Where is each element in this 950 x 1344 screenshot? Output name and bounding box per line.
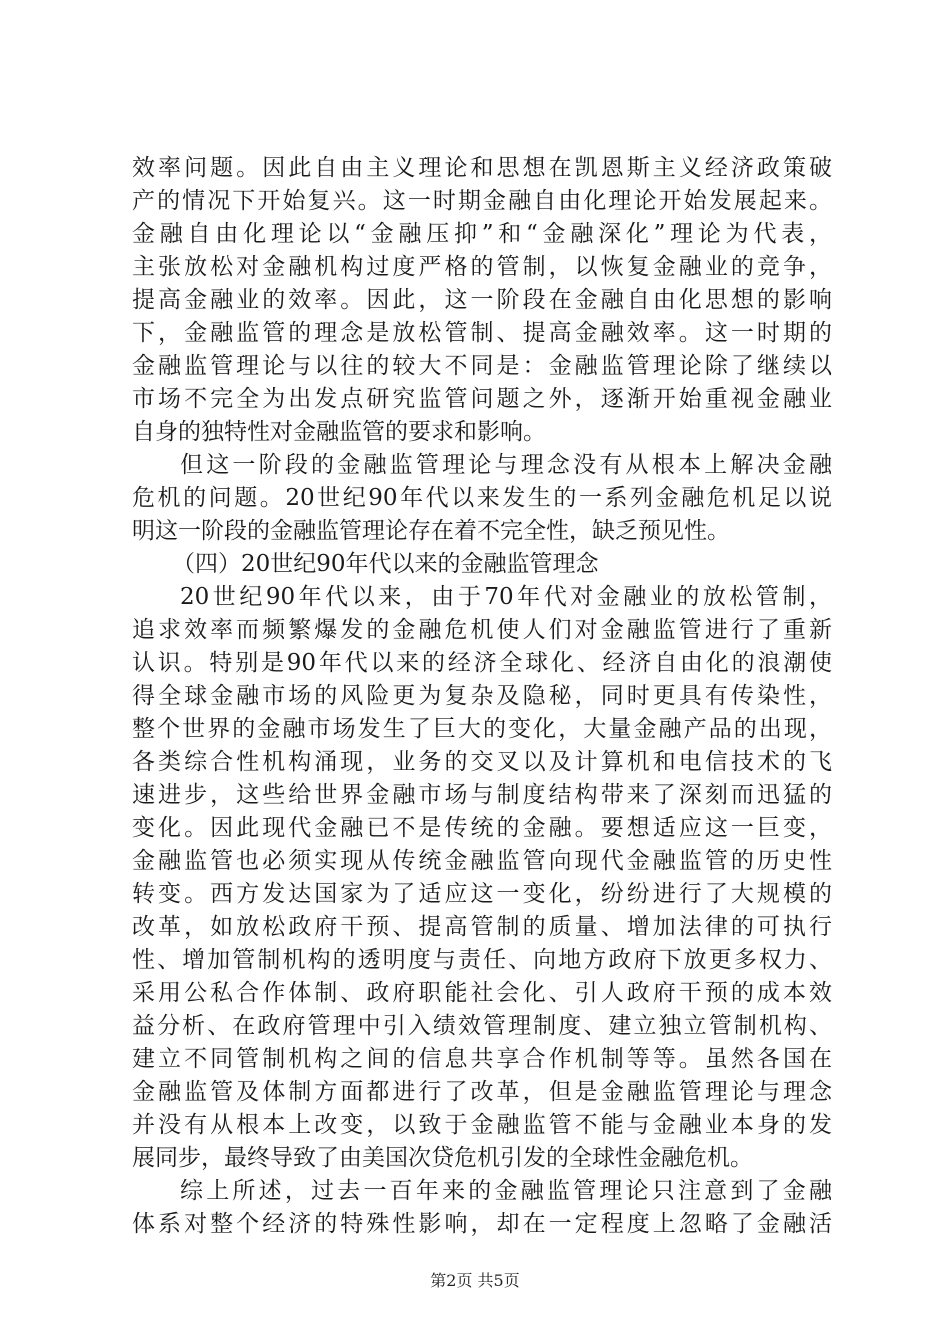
text-line: 得全球金融市场的风险更为复杂及隐秘，同时更具有传染性， [132,683,832,709]
text-line: 市场不完全为出发点研究监管问题之外，逐渐开始重视金融业 [132,386,832,412]
text-line: 20世纪90年代以来，由于70年代对金融业的放松管制， [180,584,832,610]
text-line: 并没有从根本上改变，以致于金融监管不能与金融业本身的发 [132,1112,832,1138]
text-line: 提高金融业的效率。因此，这一阶段在金融自由化思想的影响 [132,287,832,313]
text-line: 金融监管也必须实现从传统金融监管向现代金融监管的历史性 [132,848,832,874]
text-line: 效率问题。因此自由主义理论和思想在凯恩斯主义经济政策破 [132,155,832,181]
text-line: 性、增加管制机构的透明度与责任、向地方政府下放更多权力、 [132,947,832,973]
text-line: 速进步，这些给世界金融市场与制度结构带来了深刻而迅猛的 [132,782,832,808]
text-line: 整个世界的金融市场发生了巨大的变化，大量金融产品的出现， [132,716,832,742]
page-footer [0,1271,950,1291]
text-line: 展同步，最终导致了由美国次贷危机引发的全球性金融危机。 [132,1145,753,1171]
text-line: 自身的独特性对金融监管的要求和影响。 [132,419,546,445]
text-line: 综上所述，过去一百年来的金融监管理论只注意到了金融 [180,1178,832,1204]
text-line: 益分析、在政府管理中引入绩效管理制度、建立独立管制机构、 [132,1013,832,1039]
text-line: 下，金融监管的理念是放松管制、提高金融效率。这一时期的 [132,320,832,346]
text-line: 改革，如放松政府干预、提高管制的质量、增加法律的可执行 [132,914,832,940]
text-line: 金融自由化理论以“金融压抑”和“金融深化”理论为代表， [132,221,832,247]
text-line: 金融监管理论与以往的较大不同是：金融监管理论除了继续以 [132,353,832,379]
text-line: 采用公私合作体制、政府职能社会化、引人政府干预的成本效 [132,980,832,1006]
text-line: 明这一阶段的金融监管理论存在着不完全性，缺乏预见性。 [132,518,730,544]
text-line: 认识。特别是90年代以来的经济全球化、经济自由化的浪潮使 [132,650,832,676]
text-line: 追求效率而频繁爆发的金融危机使人们对金融监管进行了重新 [132,617,832,643]
text-line: 但这一阶段的金融监管理论与理念没有从根本上解决金融 [180,452,832,478]
text-line: 危机的问题。20世纪90年代以来发生的一系列金融危机足以说 [132,485,832,511]
text-line: 金融监管及体制方面都进行了改革，但是金融监管理论与理念 [132,1079,832,1105]
text-line: 主张放松对金融机构过度严格的管制，以恢复金融业的竞争， [132,254,832,280]
section-heading: （四）20世纪90年代以来的金融监管理念 [172,551,599,577]
text-line: 变化。因此现代金融已不是传统的金融。要想适应这一巨变， [132,815,832,841]
body-text [132,152,832,1241]
text-line: 产的情况下开始复兴。这一时期金融自由化理论开始发展起来。 [132,188,832,214]
text-line: 体系对整个经济的特殊性影响，却在一定程度上忽略了金融活 [132,1211,832,1237]
text-line: 建立不同管制机构之间的信息共享合作机制等等。虽然各国在 [132,1046,832,1072]
text-line: 各类综合性机构涌现，业务的交叉以及计算机和电信技术的飞 [132,749,832,775]
text-line: 转变。西方发达国家为了适应这一变化，纷纷进行了大规模的 [132,881,832,907]
page-number-label: 第2页 共5页 [430,1271,520,1290]
